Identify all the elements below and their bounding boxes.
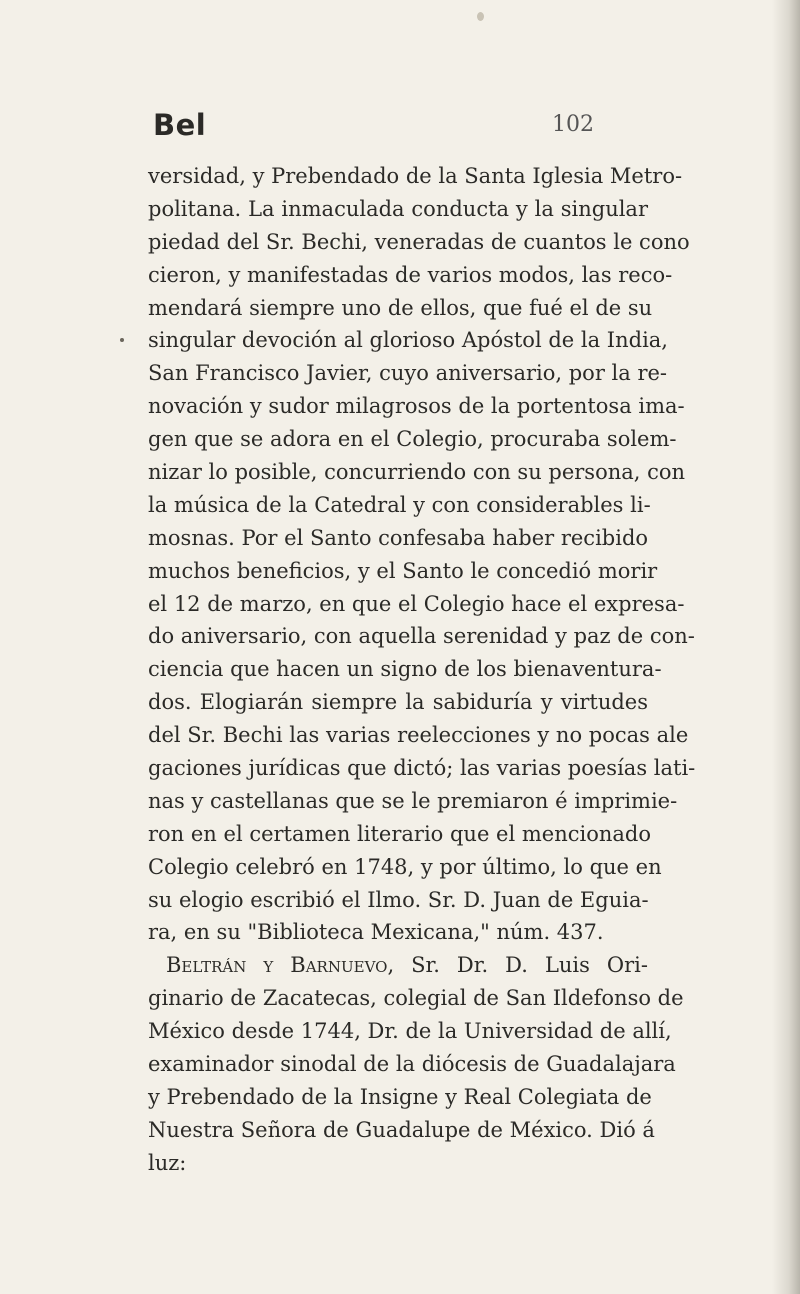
entry-line: examinador sinodal de la diócesis de Guadalajara <box>148 1052 676 1077</box>
text-line: mosnas. Por el Santo confesaba haber recibido <box>148 525 649 550</box>
text-line: piedad del Sr. Bechi, veneradas de cuantos le cono <box>148 229 690 254</box>
text-line: ron en el certamen literario que el mencionado <box>148 821 651 846</box>
text-line: nizar lo posible, concurriendo con su persona, con <box>148 460 686 485</box>
margin-mark <box>120 338 124 342</box>
text-line: politana. La inmaculada conducta y la singular <box>148 196 648 221</box>
entry-line: México desde 1744, Dr. de la Universidad de allí, <box>148 1019 672 1044</box>
text-line: singular devoción al glorioso Apóstol de la India, <box>148 328 668 353</box>
running-head: Bel <box>153 108 207 142</box>
body-text <box>148 160 696 1180</box>
entry-heading-line <box>148 949 648 982</box>
paper-speck <box>477 12 484 21</box>
entry-name: Beltrán y Barnuevo <box>166 953 388 978</box>
text-line: mendará siempre uno de ellos, que fué el de su <box>148 295 653 320</box>
text-line: nas y castellanas que se le premiaron é imprimie- <box>148 788 678 813</box>
text-line: la música de la Catedral y con considerables li- <box>148 492 651 517</box>
entry-line: y Prebendado de la Insigne y Real Colegiata de <box>148 1084 652 1109</box>
text-line: su elogio escribió el Ilmo. Sr. D. Juan de Eguia- <box>148 887 649 912</box>
text-line: novación y sudor milagrosos de la portentosa ima- <box>148 394 685 419</box>
text-line: del Sr. Bechi las varias reelecciones y no pocas ale <box>148 723 689 748</box>
text-line: San Francisco Javier, cuyo aniversario, por la re- <box>148 361 668 386</box>
text-line: versidad, y Prebendado de la Santa Iglesia Metro- <box>148 164 683 188</box>
text-line: Colegio celebró en 1748, y por último, lo que en <box>148 854 662 879</box>
text-line: cieron, y manifestadas de varios modos, las reco- <box>148 262 673 287</box>
text-line: el 12 de marzo, en que el Colegio hace el expresa- <box>148 591 685 616</box>
text-line: gen que se adora en el Colegio, procuraba solem- <box>148 427 677 452</box>
text-line: do aniversario, con aquella serenidad y paz de con- <box>148 624 695 649</box>
entry-line: , Sr. Dr. D. Luis Ori- <box>387 953 648 978</box>
text-line: ciencia que hacen un signo de los bienaventura- <box>148 657 662 682</box>
page-edge-shadow <box>772 0 800 1294</box>
text-line: dos. Elogiarán siempre la sabiduría y virtudes <box>148 690 648 715</box>
entry-line: Nuestra Señora de Guadalupe de México. Dió á <box>148 1117 655 1142</box>
page-number: 102 <box>552 112 594 137</box>
entry-line: luz: <box>148 1150 187 1175</box>
text-line: muchos beneficios, y el Santo le concedió morir <box>148 558 658 583</box>
entry-line: ginario de Zacatecas, colegial de San Ildefonso de <box>148 986 684 1011</box>
text-line: ra, en su "Biblioteca Mexicana," núm. 437. <box>148 920 604 945</box>
text-line: gaciones jurídicas que dictó; las varias poesías lati- <box>148 756 696 781</box>
